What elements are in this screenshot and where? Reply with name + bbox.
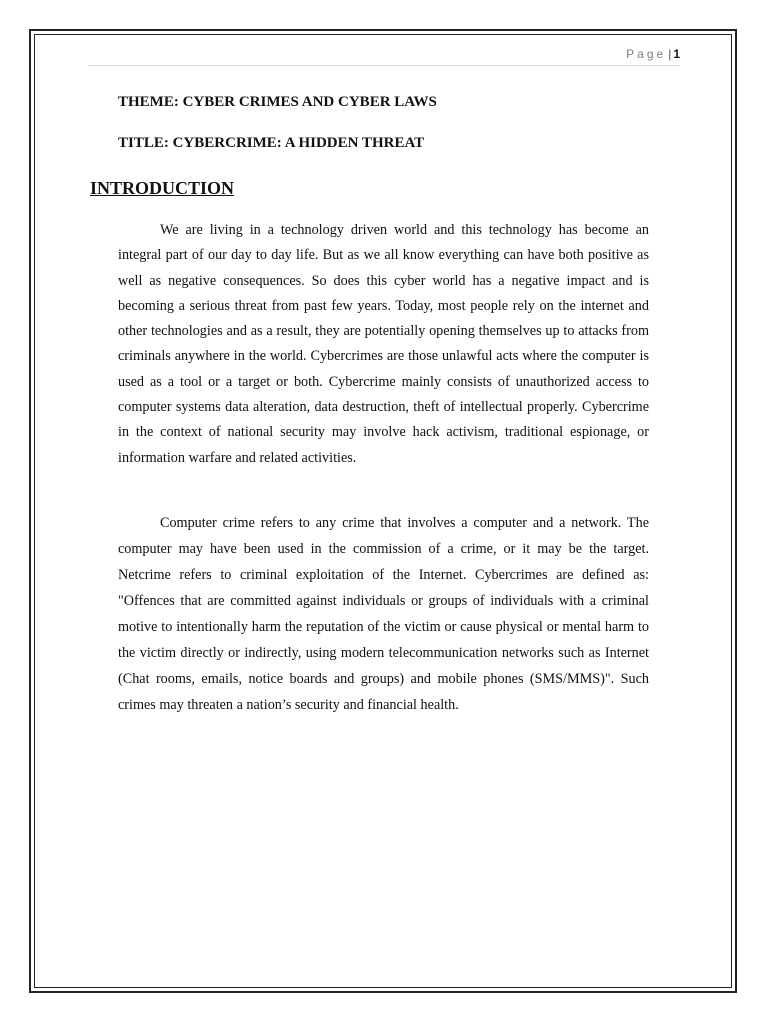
page-label: Page [626, 47, 667, 61]
page-number: 1 [673, 47, 680, 61]
page-separator: | [668, 47, 672, 61]
document-theme: THEME: CYBER CRIMES AND CYBER LAWS [118, 94, 437, 110]
section-heading-introduction: INTRODUCTION [90, 178, 235, 198]
paragraph: We are living in a technology driven world and this technology has become an integral part of our day to day life. But as we all know everything can have both positive as well as negative consequences. So does this cyber world has a negative impact and is becoming a serious threat from past few years. Today, most people rely on the internet and other technologies and as a result, they are potentially opening themselves up to attacks from criminals anywhere in the world. Cybercrimes are those unlawful acts where the computer is used as a tool or a target or both. Cybercrime mainly consists of unauthorized access to computer systems data alteration, data destruction, theft of intellectual properly. Cybercrime in the context of national security may involve hack activism, traditional espionage, or information warfare and related activities. [118, 222, 649, 466]
paragraph: Computer crime refers to any crime that involves a computer and a network. The computer may have been used in the commission of a crime, or it may be the target. Netcrime refers to criminal exploitation of the Internet. Cybercrimes are defined as: "Offences that are committed against individuals or groups of individuals with a criminal motive to intentionally harm the reputation of the victim or cause physical or mental harm to the victim directly or indirectly, using modern telecommunication networks such as Internet (Chat rooms, emails, notice boards and groups) and mobile phones (SMS/MMS)". Such crimes may threaten a nation’s security and financial health. [118, 515, 649, 713]
document-title: TITLE: CYBERCRIME: A HIDDEN THREAT [118, 135, 425, 151]
page-header [88, 45, 680, 66]
